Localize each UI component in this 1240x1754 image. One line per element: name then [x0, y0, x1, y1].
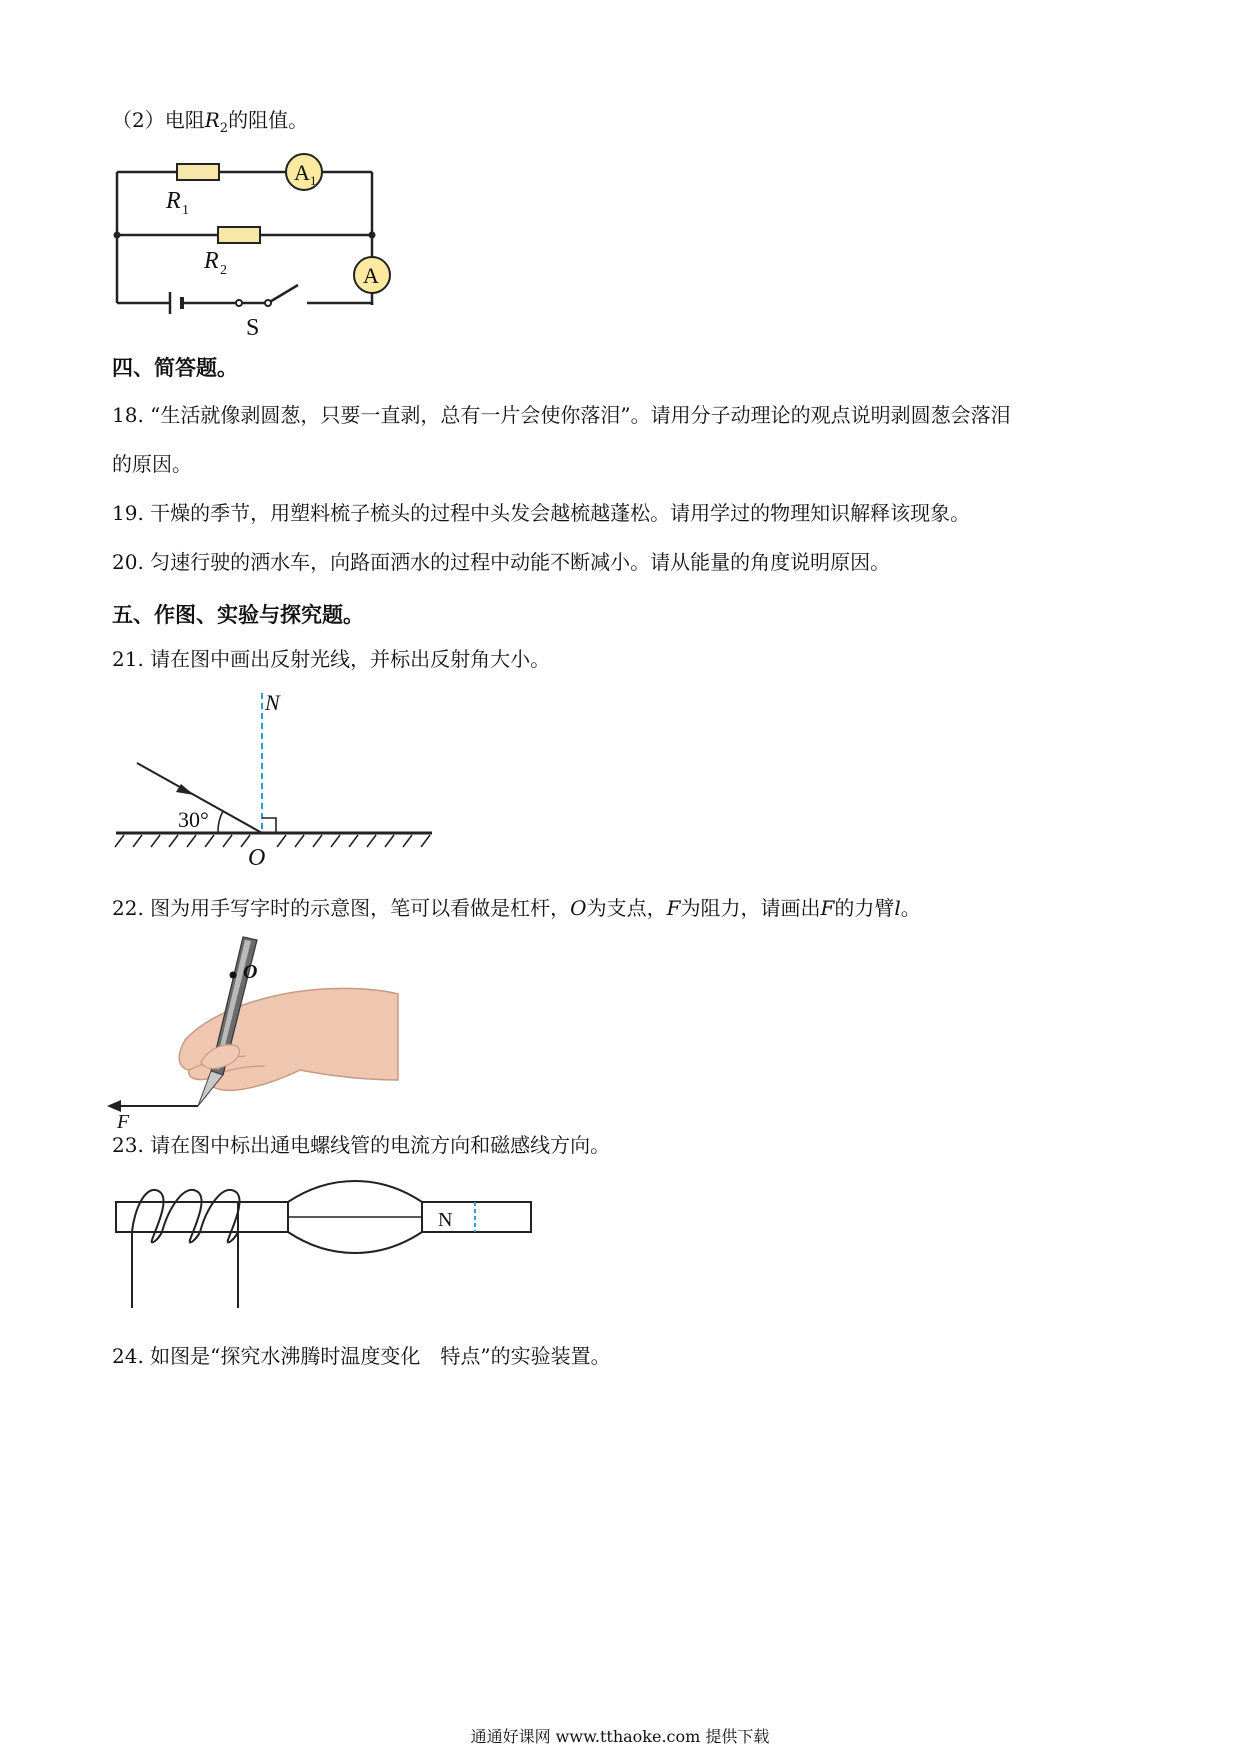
q22-f: F — [666, 896, 681, 920]
q22-part1: 22. 图为用手写字时的示意图，笔可以看做是杠杆， — [112, 896, 571, 920]
mirror-hatching — [115, 835, 430, 847]
q22-part4: 的力臂 — [834, 896, 895, 920]
pivot-point — [230, 972, 237, 979]
switch-pivot — [265, 300, 271, 306]
a1-label: A — [294, 160, 310, 185]
question-18-line2: 的原因。 — [112, 452, 192, 476]
a-label: A — [363, 263, 379, 288]
force-label: F — [117, 1111, 130, 1133]
question-22 — [112, 896, 921, 920]
switch-contact — [236, 300, 242, 306]
circuit-diagram — [100, 150, 410, 340]
question-19: 19. 干燥的季节，用塑料梳子梳头的过程中头发会越梳越蓬松。请用学过的物理知识解释该现象。 — [112, 501, 971, 525]
question-17-part2 — [112, 108, 308, 141]
normal-label: N — [265, 690, 280, 715]
r1-label: R — [166, 188, 181, 214]
angle-label: 30° — [178, 807, 209, 832]
section-4-title: 四、简答题。 — [112, 356, 238, 380]
q17-sub: 2 — [219, 121, 229, 136]
resistor-r1 — [177, 164, 219, 180]
question-20: 20. 匀速行驶的洒水车，向路面洒水的过程中动能不断减小。请从能量的角度说明原因。 — [112, 550, 891, 574]
section-5-title: 五、作图、实验与探究题。 — [112, 603, 364, 627]
q22-part5: 。 — [900, 896, 921, 920]
q17-var: R — [204, 108, 220, 132]
resistor-r2 — [218, 227, 260, 243]
q22-part2: 为支点， — [586, 896, 667, 920]
reflection-diagram — [110, 690, 440, 870]
q17-prefix: （2）电阻 — [112, 108, 205, 132]
north-pole-label: N — [438, 1209, 453, 1231]
r2-sub: 2 — [220, 263, 227, 278]
question-18-line1: 18. “生活就像剥圆葱，只要一直剥，总有一片会使你落泪”。请用分子动理论的观点说明剥圆葱会落泪 — [112, 403, 1011, 427]
point-o-label: O — [248, 845, 266, 871]
q17-suffix: 的阻值。 — [228, 108, 309, 132]
q22-l: l — [894, 896, 901, 920]
q22-f2: F — [820, 896, 835, 920]
r1-sub: 1 — [182, 203, 189, 218]
pivot-label: O — [243, 961, 258, 983]
r2-label: R — [204, 248, 219, 274]
right-angle-mark — [262, 818, 276, 833]
question-24: 24. 如图是“探究水沸腾时温度变化 特点”的实验装置。 — [112, 1344, 611, 1368]
q22-o: O — [570, 896, 587, 920]
page-footer: 通通好课网 www.tthaoke.com 提供下载 — [470, 1727, 770, 1746]
question-21: 21. 请在图中画出反射光线，并标出反射角大小。 — [112, 647, 551, 671]
a1-sub: 1 — [310, 173, 317, 188]
q22-part3: 为阻力，请画出 — [680, 896, 821, 920]
angle-arc — [218, 811, 223, 833]
switch-label: S — [246, 315, 260, 341]
pen-hand-diagram — [105, 930, 405, 1133]
solenoid-diagram — [110, 1180, 540, 1320]
question-23: 23. 请在图中标出通电螺线管的电流方向和磁感线方向。 — [112, 1133, 611, 1157]
